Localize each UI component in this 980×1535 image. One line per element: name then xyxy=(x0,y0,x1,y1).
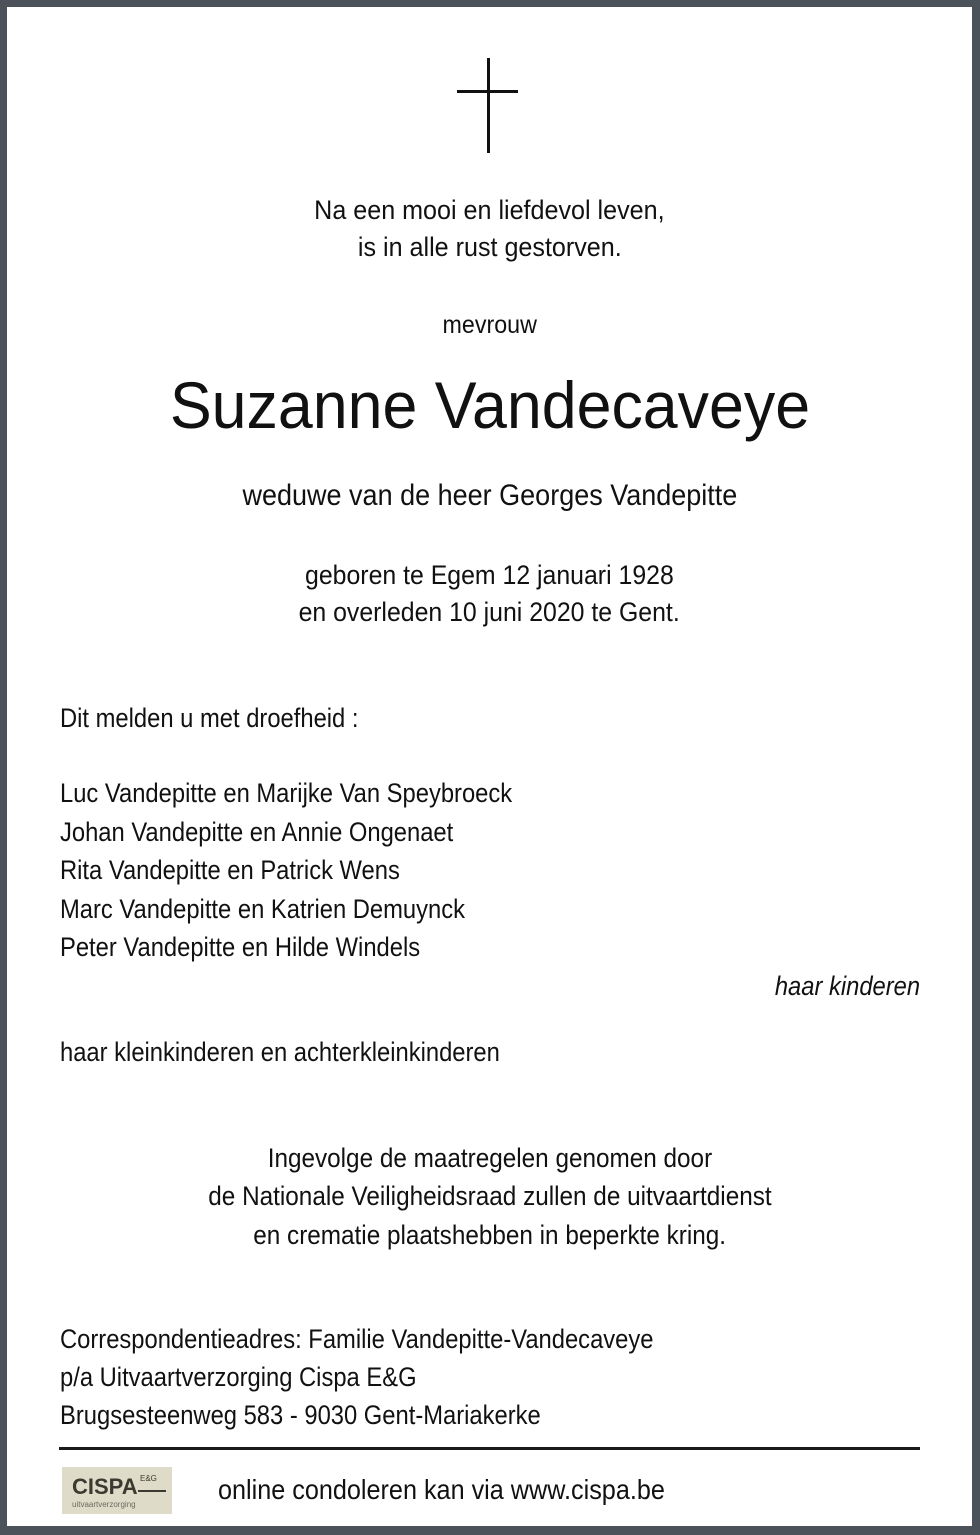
title-prefix: mevrouw xyxy=(442,311,537,339)
children-label: haar kinderen xyxy=(774,971,920,1001)
intro-line-2: is in alle rust gestorven. xyxy=(357,232,622,262)
logo-tagline: uitvaartverzorging xyxy=(72,1500,136,1509)
list-item: Luc Vandepitte en Marijke Van Speybroeck xyxy=(60,778,513,808)
cross-horizontal-bar xyxy=(457,90,518,93)
list-item: Rita Vandepitte en Patrick Wens xyxy=(60,855,400,885)
intro-line-1: Na een mooi en liefdevol leven, xyxy=(314,195,665,225)
list-item: Peter Vandepitte en Hilde Windels xyxy=(60,932,421,962)
cispa-logo xyxy=(62,1467,172,1514)
list-item: Johan Vandepitte en Annie Ongenaet xyxy=(60,817,454,847)
obituary-card xyxy=(7,7,972,1526)
notice-line-1: Ingevolge de maatregelen genomen door xyxy=(267,1143,712,1173)
address-line-3: Brugsesteenweg 583 - 9030 Gent-Mariakerke xyxy=(60,1400,541,1430)
notice-line-3: en crematie plaatshebben in beperkte kring. xyxy=(253,1220,726,1250)
address-line-1: Correspondentieadres: Familie Vandepitte-Vandecaveye xyxy=(60,1324,654,1354)
announcement: Dit melden u met droefheid : xyxy=(60,703,359,733)
condolence-link-text: online condoleren kan via www.cispa.be xyxy=(218,1474,665,1505)
address-line-2: p/a Uitvaartverzorging Cispa E&G xyxy=(60,1362,417,1392)
logo-superscript: E&G xyxy=(140,1474,157,1483)
widow-of: weduwe van de heer Georges Vandepitte xyxy=(242,479,737,512)
logo-underline xyxy=(138,1490,166,1492)
notice-line-2: de Nationale Veiligheidsraad zullen de uitvaartdienst xyxy=(207,1181,772,1211)
death-line: en overleden 10 juni 2020 te Gent. xyxy=(298,597,681,627)
deceased-name: Suzanne Vandecaveye xyxy=(169,368,810,442)
list-item: Marc Vandepitte en Katrien Demuynck xyxy=(60,894,466,924)
birth-line: geboren te Egem 12 januari 1928 xyxy=(305,560,674,590)
cross-vertical-bar xyxy=(487,58,490,153)
grandchildren: haar kleinkinderen en achterkleinkinderen xyxy=(60,1037,500,1067)
logo-name: CISPA xyxy=(72,1474,138,1499)
divider xyxy=(59,1447,920,1450)
